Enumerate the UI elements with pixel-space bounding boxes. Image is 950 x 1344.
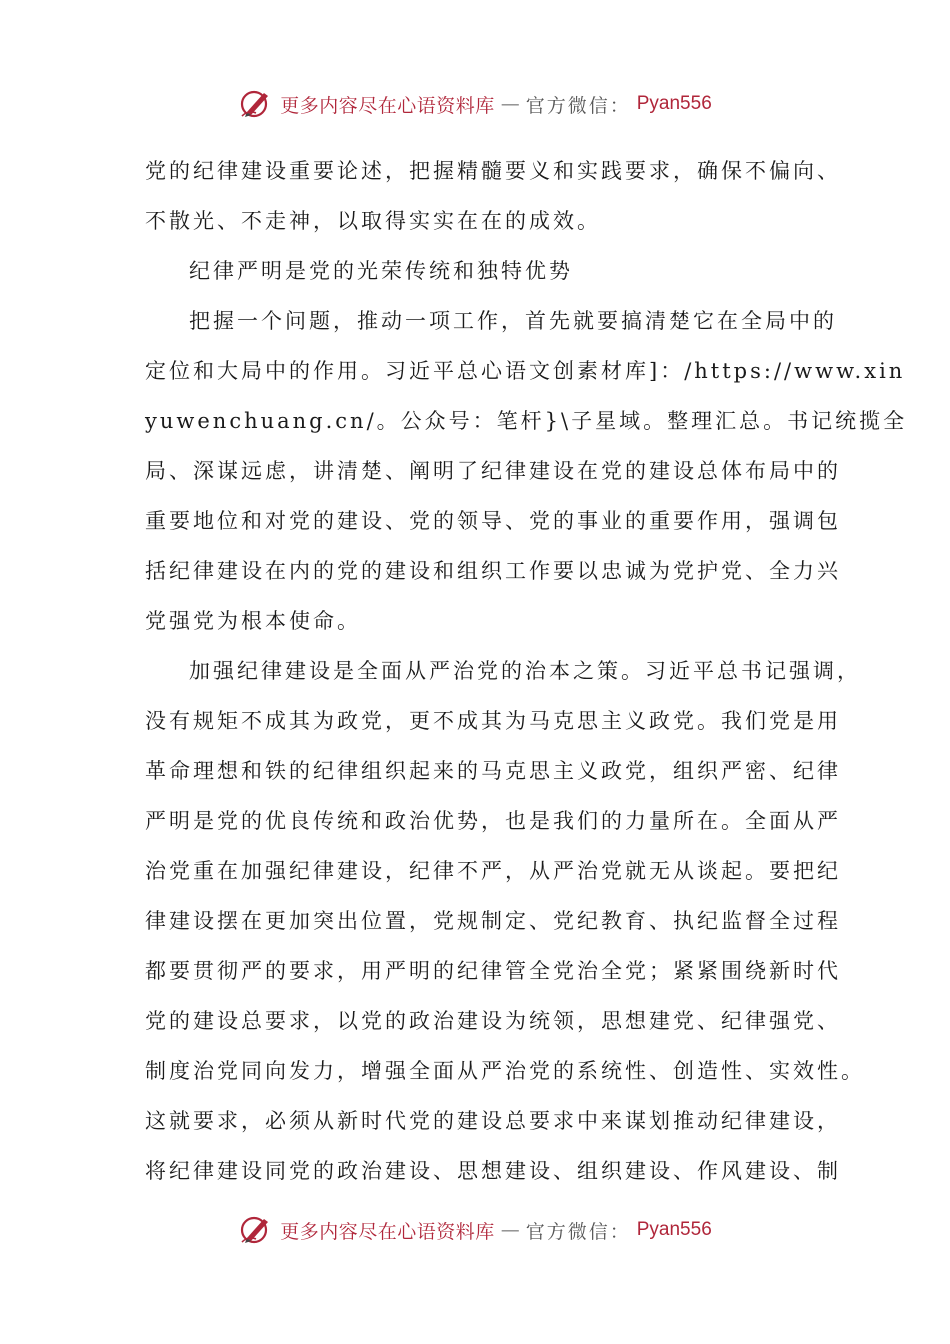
text-line: 括纪律建设在内的党的建设和组织工作要以忠诚为党护党、全力兴 — [145, 559, 841, 583]
banner-separator: — — [500, 93, 520, 115]
document-body — [145, 146, 908, 1196]
banner-separator: — — [500, 1219, 520, 1241]
text-line: 制度治党同向发力，增强全面从严治党的系统性、创造性、实效性。 — [145, 1059, 865, 1083]
banner-wechat-label: 官方微信： — [525, 94, 631, 117]
banner-title: 更多内容尽在心语资料库 — [280, 94, 495, 117]
section-heading: 纪律严明是党的光荣传统和独特优势 — [189, 259, 573, 283]
banner-title: 更多内容尽在心语资料库 — [280, 1220, 495, 1243]
text-line: 这就要求，必须从新时代党的建设总要求中来谋划推动纪律建设， — [145, 1109, 841, 1133]
text-line: 把握一个问题，推动一项工作，首先就要搞清楚它在全局中的 — [189, 309, 837, 333]
text-line: 党的纪律建设重要论述，把握精髓要义和实践要求，确保不偏向、 — [145, 159, 841, 183]
pen-logo-icon — [238, 86, 274, 122]
text-line: yuwenchuang.cn/。公众号：笔杆}\子星域。整理汇总。书记统揽全 — [145, 409, 908, 433]
banner-wechat-id: Pyan556 — [636, 1219, 712, 1240]
banner-wechat-label: 官方微信： — [525, 1220, 631, 1243]
text-line: 定位和大局中的作用。习近平总心语文创素材库]：/https://www.xin — [145, 359, 906, 383]
text-line: 没有规矩不成其为政党，更不成其为马克思主义政党。我们党是用 — [145, 709, 841, 733]
text-line: 革命理想和铁的纪律组织起来的马克思主义政党，组织严密、纪律 — [145, 759, 841, 783]
text-line: 局、深谋远虑，讲清楚、阐明了纪律建设在党的建设总体布局中的 — [145, 459, 841, 483]
pen-logo-icon — [238, 1212, 274, 1248]
footer-banner — [0, 1210, 950, 1250]
text-line: 将纪律建设同党的政治建设、思想建设、组织建设、作风建设、制 — [145, 1159, 841, 1183]
banner-wechat-id: Pyan556 — [636, 93, 712, 114]
text-line: 党强党为根本使命。 — [145, 609, 361, 633]
text-line: 加强纪律建设是全面从严治党的治本之策。习近平总书记强调， — [189, 659, 861, 683]
text-line: 律建设摆在更加突出位置，党规制定、党纪教育、执纪监督全过程 — [145, 909, 841, 933]
text-line: 重要地位和对党的建设、党的领导、党的事业的重要作用，强调包 — [145, 509, 841, 533]
text-line: 党的建设总要求，以党的政治建设为统领，思想建党、纪律强党、 — [145, 1009, 841, 1033]
text-line: 严明是党的优良传统和政治优势，也是我们的力量所在。全面从严 — [145, 809, 841, 833]
text-line: 不散光、不走神，以取得实实在在的成效。 — [145, 209, 601, 233]
header-banner — [0, 84, 950, 124]
text-line: 都要贯彻严的要求，用严明的纪律管全党治全党；紧紧围绕新时代 — [145, 959, 841, 983]
text-line: 治党重在加强纪律建设，纪律不严，从严治党就无从谈起。要把纪 — [145, 859, 841, 883]
